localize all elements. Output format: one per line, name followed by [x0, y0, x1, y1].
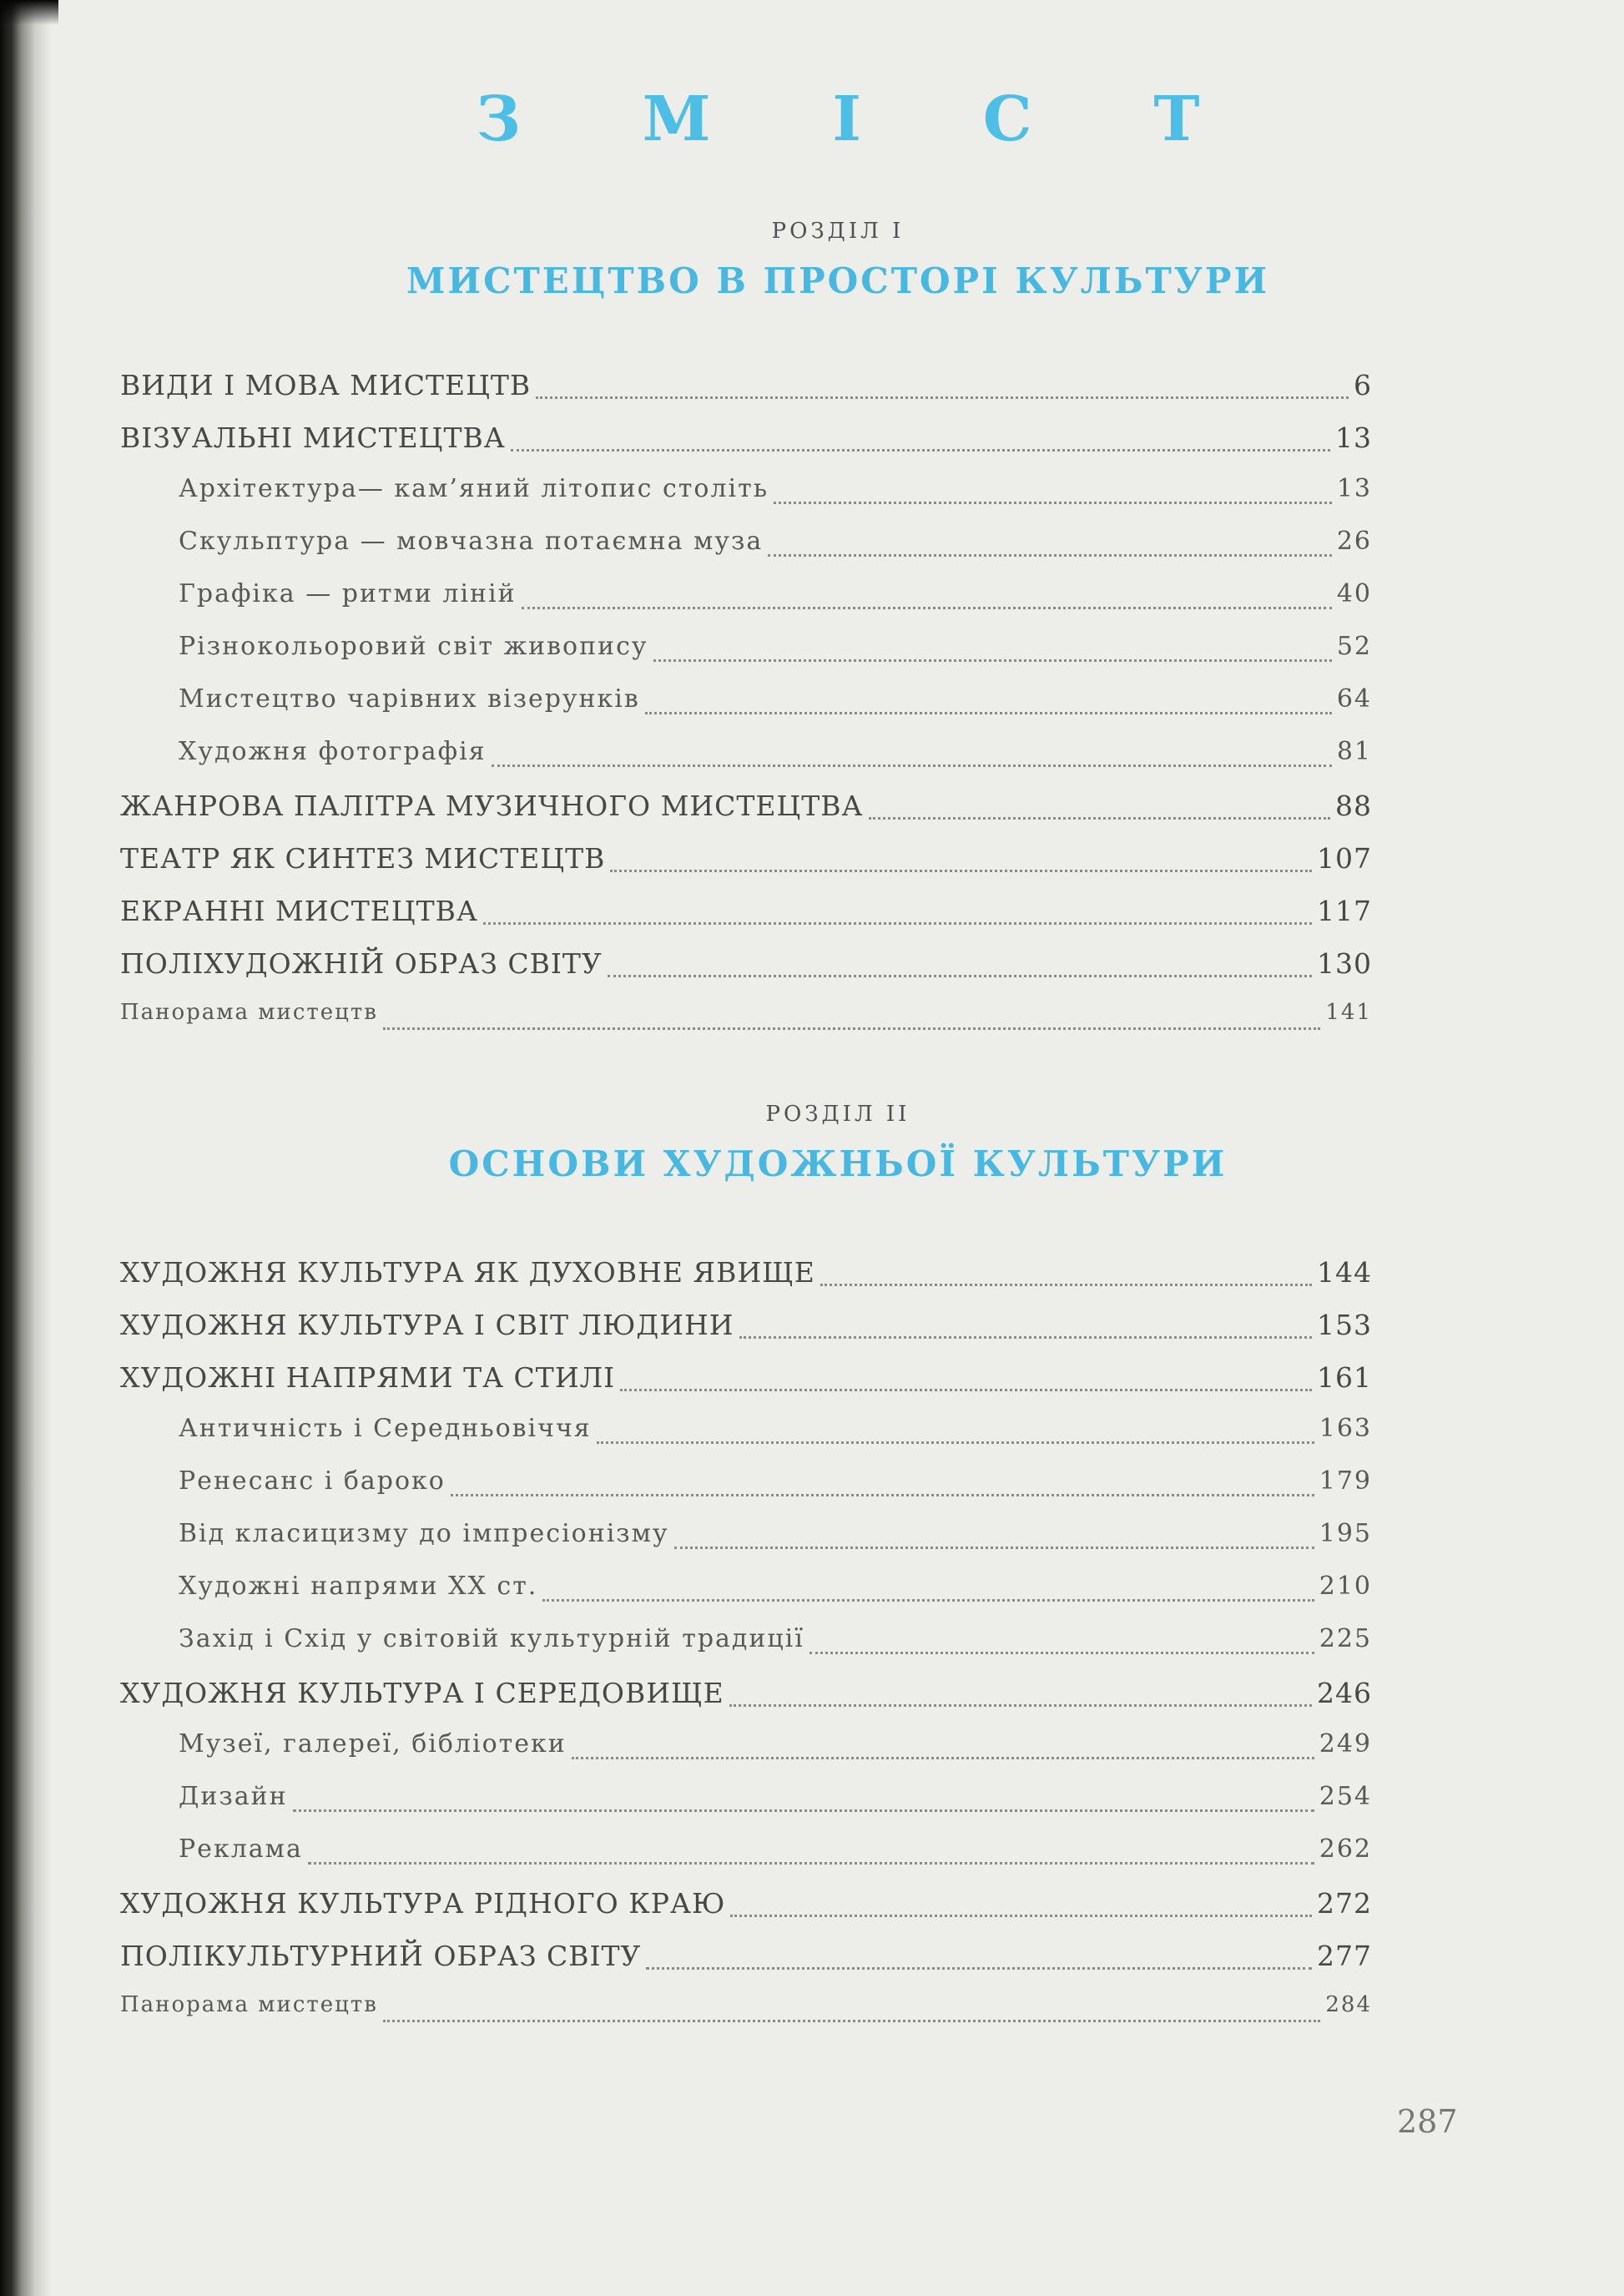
toc-entry — [179, 1834, 1372, 1875]
toc-entry-title: ХУДОЖНЯ КУЛЬТУРА І СВІТ ЛЮДИНИ — [120, 1309, 734, 1341]
toc-entry — [120, 1256, 1372, 1296]
dot-leader — [572, 1756, 1314, 1759]
scan-corner-shadow — [0, 0, 58, 25]
toc-entry-page: 246 — [1317, 1677, 1372, 1709]
toc-entry-title: Скульптура — мовчазна потаємна муза — [179, 527, 764, 556]
toc-entry — [120, 947, 1372, 987]
toc-entry-page: 52 — [1336, 632, 1372, 661]
dot-leader — [768, 553, 1332, 557]
toc-entry-page: 254 — [1319, 1782, 1372, 1811]
toc-entry-title: Художні напрями XX ст. — [179, 1572, 538, 1601]
dot-leader — [674, 1546, 1314, 1549]
toc-entry-title: Мистецтво чарівних візерунків — [179, 684, 640, 714]
dot-leader — [597, 1441, 1314, 1444]
section-1-title: МИСТЕЦТВО В ПРОСТОРІ КУЛЬТУРИ — [406, 260, 1270, 301]
toc-entry — [120, 1361, 1372, 1401]
toc-entry — [179, 1624, 1372, 1664]
toc-entry-title: Дизайн — [179, 1782, 288, 1811]
toc-entry-title: ТЕАТР ЯК СИНТЕЗ МИСТЕЦТВ — [120, 842, 606, 875]
toc-entry — [179, 1782, 1372, 1822]
toc-entry — [120, 1000, 1372, 1040]
dot-leader — [739, 1335, 1312, 1339]
toc-entry — [120, 895, 1372, 935]
dot-leader — [869, 816, 1330, 820]
toc-entry-title: Різнокольоровий світ живопису — [179, 632, 648, 661]
dot-leader — [620, 1388, 1312, 1391]
toc-entry — [179, 474, 1372, 514]
toc-entry-page: 277 — [1317, 1940, 1372, 1972]
toc-entry-page: 117 — [1317, 895, 1372, 927]
toc-entry-page: 6 — [1354, 369, 1372, 401]
dot-leader — [542, 1598, 1314, 1602]
toc-entry-page: 130 — [1317, 947, 1372, 980]
toc-entry-page: 13 — [1335, 421, 1372, 454]
dot-leader — [774, 501, 1332, 504]
dot-leader — [646, 1966, 1312, 1970]
toc-entry-title: ХУДОЖНЯ КУЛЬТУРА ЯК ДУХОВНЕ ЯВИЩЕ — [120, 1256, 815, 1289]
toc-entry — [179, 1572, 1372, 1612]
toc-entry-page: 195 — [1319, 1519, 1372, 1548]
toc-entry-page: 179 — [1319, 1466, 1372, 1496]
dot-leader — [483, 921, 1312, 925]
toc-entry — [179, 1414, 1372, 1454]
toc-entry-title: Реклама — [179, 1834, 303, 1864]
toc-entry-page: 210 — [1319, 1572, 1372, 1601]
dot-leader — [729, 1703, 1312, 1707]
toc-entry-title: Ренесанс і бароко — [179, 1466, 446, 1496]
toc-entry-title: ХУДОЖНЯ КУЛЬТУРА РІДНОГО КРАЮ — [120, 1887, 726, 1920]
toc-entry-title: ХУДОЖНІ НАПРЯМИ ТА СТИЛІ — [120, 1361, 616, 1394]
dot-leader — [820, 1283, 1312, 1286]
toc-entry-page: 153 — [1317, 1309, 1372, 1341]
toc-entry — [179, 1729, 1372, 1769]
book-spine-shadow — [0, 0, 52, 2296]
toc-page — [52, 0, 1624, 2296]
toc-entry — [120, 790, 1372, 830]
toc-entry — [120, 369, 1372, 409]
toc-entry-title: Захід і Схід у світовій культурній традиції — [179, 1624, 804, 1653]
dot-leader — [809, 1651, 1314, 1654]
dot-leader — [522, 606, 1332, 609]
section-2-title: ОСНОВИ ХУДОЖНЬОЇ КУЛЬТУРИ — [448, 1143, 1228, 1184]
section-2-label: РОЗДІЛ ІІ — [765, 1102, 910, 1127]
toc-entry — [179, 1466, 1372, 1506]
toc-entry — [179, 527, 1372, 567]
toc-entry-page: 13 — [1336, 474, 1372, 503]
dot-leader — [730, 1914, 1312, 1917]
toc-entry — [179, 737, 1372, 777]
toc-entry-title: Графіка — ритми ліній — [179, 579, 517, 608]
toc-entry-title: Художня фотографія — [179, 737, 487, 766]
toc-entry-title: Панорама мистецтв — [120, 1992, 378, 2017]
toc-entry — [179, 579, 1372, 619]
page-title: З М І С Т — [476, 83, 1250, 155]
toc-entry — [120, 1940, 1372, 1980]
dot-leader — [383, 2019, 1320, 2022]
toc-entry-title: Архітектура— кам’яний літопис століть — [179, 474, 769, 503]
toc-entry-page: 284 — [1325, 1992, 1372, 2017]
toc-entry-page: 225 — [1319, 1624, 1372, 1653]
toc-entry-title: Античність і Середньовіччя — [179, 1414, 592, 1443]
toc-entry-title: ПОЛІХУДОЖНІЙ ОБРАЗ СВІТУ — [120, 947, 603, 980]
dot-leader — [610, 869, 1312, 872]
toc-entry-page: 81 — [1336, 737, 1372, 766]
toc-entry-page: 272 — [1317, 1887, 1372, 1920]
toc-entry-title: Від класицизму до імпресіонізму — [179, 1519, 669, 1548]
page-number: 287 — [1397, 2103, 1458, 2140]
dot-leader — [645, 711, 1332, 714]
toc-entry-title: Панорама мистецтв — [120, 1000, 378, 1025]
toc-entry-title: ЖАНРОВА ПАЛІТРА МУЗИЧНОГО МИСТЕЦТВА — [120, 790, 864, 822]
toc-entry-page: 26 — [1336, 527, 1372, 556]
toc-entry — [120, 1992, 1372, 2032]
toc-entry-title: ЕКРАННІ МИСТЕЦТВА — [120, 895, 478, 927]
dot-leader — [511, 448, 1330, 452]
toc-entry-page: 88 — [1335, 790, 1372, 822]
toc-entry — [179, 1519, 1372, 1559]
toc-entry-page: 141 — [1325, 1000, 1372, 1025]
toc-entry-title: ПОЛІКУЛЬТУРНИЙ ОБРАЗ СВІТУ — [120, 1940, 642, 1972]
toc-entry-title: ВІЗУАЛЬНІ МИСТЕЦТВА — [120, 421, 506, 454]
section-1-label: РОЗДІЛ І — [771, 219, 905, 244]
toc-entry-page: 144 — [1317, 1256, 1372, 1289]
dot-leader — [653, 659, 1332, 662]
toc-entry — [179, 632, 1372, 672]
toc-entry-page: 64 — [1336, 684, 1372, 714]
toc-entry-page: 161 — [1317, 1361, 1372, 1394]
toc-entry-title: ХУДОЖНЯ КУЛЬТУРА І СЕРЕДОВИЩЕ — [120, 1677, 724, 1709]
toc-entry-page: 107 — [1317, 842, 1372, 875]
dot-leader — [308, 1861, 1314, 1865]
toc-entry-title: Музеї, галереї, бібліотеки — [179, 1729, 567, 1759]
dot-leader — [293, 1809, 1314, 1812]
toc-entry — [120, 1309, 1372, 1349]
toc-entry — [120, 1887, 1372, 1927]
toc-entry-title: ВИДИ І МОВА МИСТЕЦТВ — [120, 369, 532, 401]
dot-leader — [492, 764, 1332, 767]
dot-leader — [383, 1027, 1320, 1030]
toc-entry-page: 40 — [1336, 579, 1372, 608]
toc-entry — [120, 421, 1372, 462]
toc-entry — [120, 842, 1372, 882]
toc-entry-page: 262 — [1319, 1834, 1372, 1864]
dot-leader — [536, 396, 1349, 399]
dot-leader — [608, 974, 1312, 977]
toc-entry-page: 249 — [1319, 1729, 1372, 1759]
toc-entry — [179, 684, 1372, 724]
toc-entry-page: 163 — [1319, 1414, 1372, 1443]
dot-leader — [451, 1493, 1314, 1496]
toc-entry — [120, 1677, 1372, 1717]
